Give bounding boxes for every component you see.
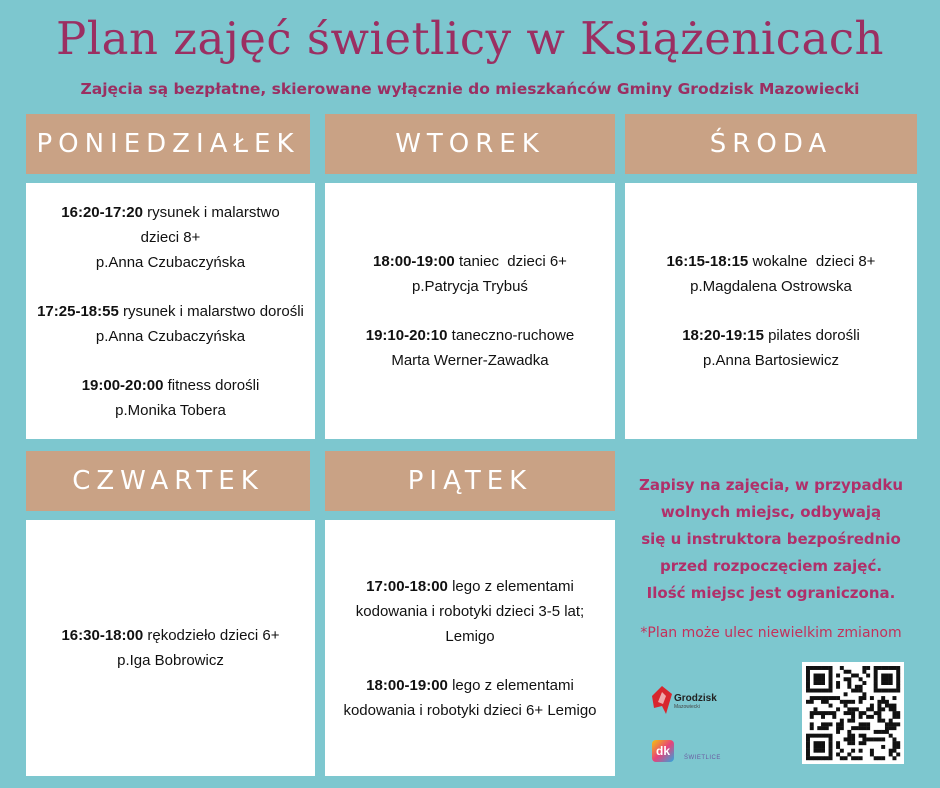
enrollment-info (625, 472, 917, 607)
schedule-entry-line (366, 323, 574, 348)
enrollment-info-line: Zapisy na zajęcia, w przypadku (638, 476, 904, 494)
day-header-wtorek: WTOREK (325, 114, 615, 174)
schedule-entry (82, 373, 260, 423)
schedule-entry-text: p.Anna Bartosiewicz (703, 352, 839, 369)
schedule-entry-line (61, 623, 279, 648)
schedule-entry-text: dzieci 8+ (140, 228, 201, 246)
page-title: Plan zajęć świetlicy w Książenicach (55, 12, 885, 65)
schedule-entry-time: 18:00-19:00 (373, 253, 455, 270)
schedule-entry-time: 16:30-18:00 (61, 627, 144, 644)
schedule-entry-line (366, 348, 574, 373)
schedule-card-poniedzialek (26, 183, 315, 439)
schedule-entry-text: p.Monika Tobera (115, 401, 226, 419)
schedule-entry-text: rysunek i malarstwo dorośli (118, 302, 304, 320)
day-header-sroda: ŚRODA (625, 114, 917, 174)
schedule-entry-text: rysunek i malarstwo (143, 203, 280, 221)
schedule-card-czwartek (26, 520, 315, 776)
grodzisk-logo-sub: Mazowiecki (674, 704, 700, 710)
schedule-entry-line (37, 299, 304, 324)
schedule-entry-line (61, 250, 279, 275)
schedule-card-sroda (625, 183, 917, 439)
schedule-card-piatek (325, 520, 615, 776)
schedule-entry-text: kodowania i robotyki dzieci 6+ Lemigo (343, 701, 597, 719)
schedule-entry-line (356, 574, 584, 599)
schedule-card-wtorek (325, 183, 615, 439)
schedule-entry-line (682, 348, 860, 373)
schedule-entry-text: fitness dorośli (163, 376, 260, 394)
schedule-entry-text: Marta Werner-Zawadka (391, 352, 549, 369)
schedule-entry-time: 16:15-18:15 (666, 253, 749, 270)
schedule-entry-text: taneczno-ruchowe (447, 327, 575, 344)
schedule-entry-text: rękodzieło dzieci 6+ (143, 627, 280, 644)
schedule-entry-line (667, 274, 876, 299)
schedule-entry-line (37, 324, 304, 349)
schedule-entry-time: 19:00-20:00 (81, 376, 164, 394)
schedule-entry-text: lego z elementami (447, 577, 574, 595)
schedule-entry-line (682, 323, 860, 348)
swietlice-logo-name: ŚWIETLICE (684, 755, 721, 761)
schedule-entry-time: 16:20-17:20 (61, 203, 143, 221)
schedule-entry-text: taniec dzieci 6+ (454, 253, 567, 270)
schedule-entry-text: p.Anna Czubaczyńska (95, 253, 246, 271)
plan-change-note: *Plan może ulec niewielkim zmianom (640, 625, 902, 641)
schedule-entry (61, 623, 279, 673)
page-subtitle: Zajęcia są bezpłatne, skierowane wyłącznie do mieszkańców Gminy Grodzisk Mazowiecki (80, 80, 860, 98)
schedule-entry-text: p.Anna Czubaczyńska (95, 327, 246, 345)
schedule-entry (37, 299, 304, 349)
schedule-entry-text: kodowania i robotyki dzieci 3-5 lat; (355, 602, 585, 620)
schedule-entry-text: wokalne dzieci 8+ (748, 253, 876, 270)
qr-code (802, 662, 904, 764)
schedule-entry-text: lego z elementami (447, 676, 574, 694)
enrollment-info-line: wolnych miejsc, odbywają (660, 503, 882, 521)
schedule-entry-line (667, 249, 876, 274)
schedule-entry-time: 17:00-18:00 (366, 577, 448, 595)
qr-code-icon (802, 662, 904, 764)
schedule-entry (356, 574, 584, 649)
schedule-entry-text: pilates dorośli (763, 327, 860, 344)
schedule-entry-text: p.Magdalena Ostrowska (690, 278, 852, 295)
schedule-entry (682, 323, 860, 373)
enrollment-info-line: Ilość miejsc jest ograniczona. (646, 584, 896, 602)
day-header-poniedzialek: PONIEDZIAŁEK (26, 114, 310, 174)
schedule-entry-line (82, 398, 260, 423)
grodzisk-logo (652, 684, 742, 718)
schedule-entry-line (61, 225, 279, 250)
schedule-entry-text: Lemigo (445, 627, 495, 645)
schedule-entry-line (61, 648, 279, 673)
grodzisk-logo-name: Grodzisk (674, 693, 717, 704)
schedule-entry-line (343, 698, 596, 723)
grodzisk-logo-icon (652, 686, 672, 714)
schedule-entry-line (373, 249, 567, 274)
schedule-entry-time: 18:20-19:15 (682, 327, 764, 344)
swietlice-logo-icon: dk (652, 740, 674, 762)
day-header-piatek: PIĄTEK (325, 451, 615, 511)
schedule-entry-line (61, 200, 279, 225)
schedule-entry-line (82, 373, 260, 398)
schedule-entry (61, 200, 279, 275)
schedule-entry-text: p.Iga Bobrowicz (117, 652, 224, 669)
swietlice-logo (652, 738, 742, 768)
schedule-entry (343, 673, 596, 723)
day-header-czwartek: CZWARTEK (26, 451, 310, 511)
schedule-entry-time: 17:25-18:55 (37, 302, 119, 320)
enrollment-info-line: przed rozpoczęciem zajęć. (659, 557, 883, 575)
schedule-entry-line (356, 624, 584, 649)
schedule-entry (373, 249, 567, 299)
schedule-entry (667, 249, 876, 299)
schedule-entry-text: p.Patrycja Trybuś (412, 278, 528, 295)
schedule-entry (366, 323, 574, 373)
schedule-entry-time: 19:10-20:10 (365, 327, 448, 344)
schedule-entry-line (373, 274, 567, 299)
schedule-entry-time: 18:00-19:00 (366, 676, 448, 694)
enrollment-info-line: się u instruktora bezpośrednio (641, 530, 901, 548)
schedule-entry-line (356, 599, 584, 624)
schedule-entry-line (343, 673, 596, 698)
